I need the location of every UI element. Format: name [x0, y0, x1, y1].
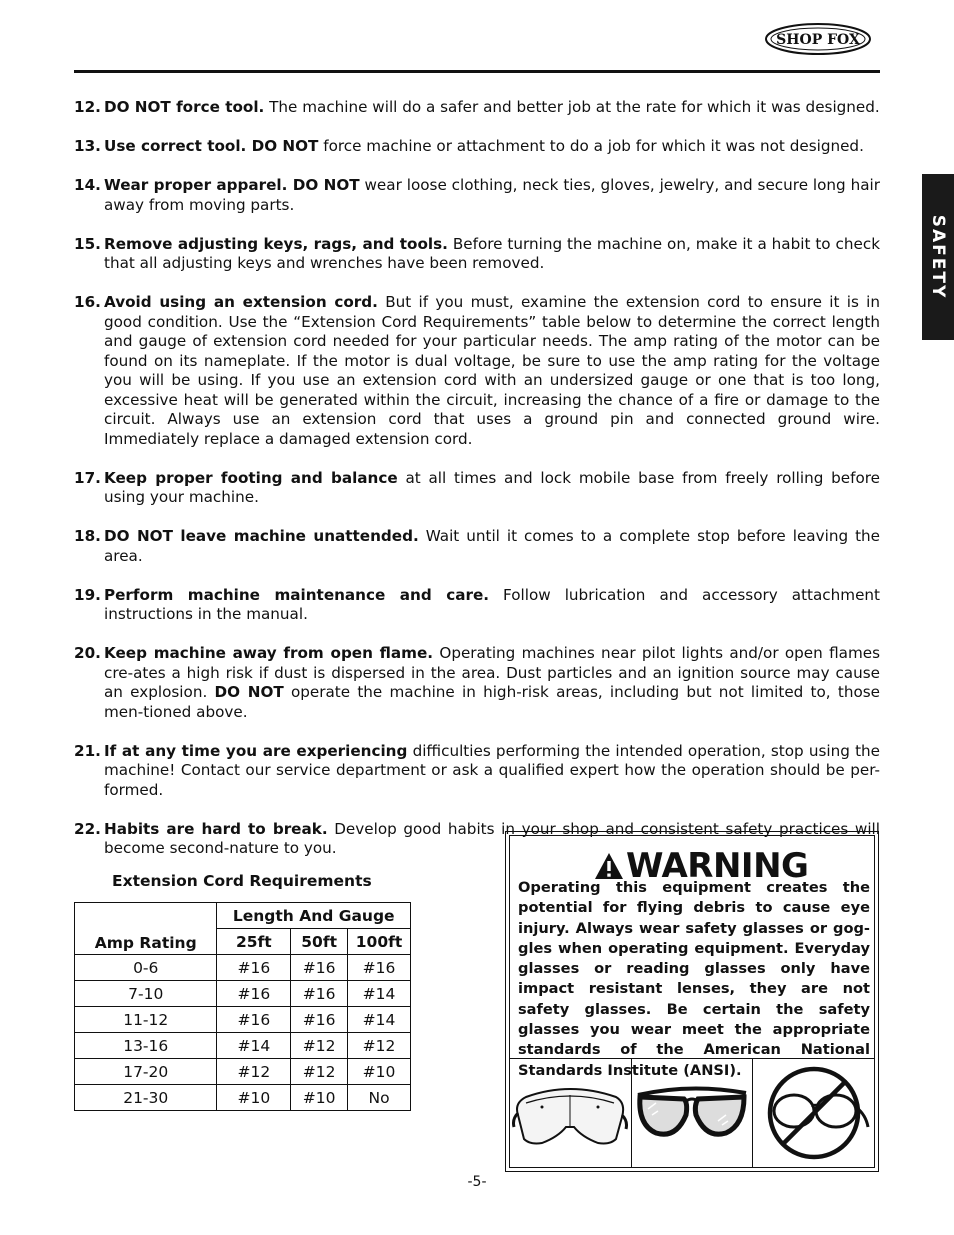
rule-number: 14. [74, 176, 101, 194]
side-tab-label: SAFETY [928, 214, 948, 300]
table-cell: #12 [217, 1059, 291, 1085]
warning-triangle-icon [594, 851, 624, 881]
safety-rules-list [74, 98, 880, 878]
table-cell: #16 [348, 955, 411, 981]
table-header-row [75, 903, 411, 929]
safety-rule-item [74, 527, 880, 566]
rule-text: Before turning the machine on, make it a habit to check that all adjusting keys and wrenches have been removed. [104, 234, 880, 272]
rule-number: 19. [74, 585, 101, 604]
table-row [75, 1059, 411, 1085]
rule-text: Operating machines near pilot lights and/or open flames cre-ates a high risk if dust is dispersed in the area. Dust particles and an ignition source may cause an explosion. [104, 644, 880, 701]
rule-text: wear loose clothing, neck ties, gloves, jewelry, and secure long hair away from moving parts. [104, 176, 880, 214]
rule-text: at all times and lock mobile base from freely rolling before using your machine. [104, 468, 880, 506]
rule-bold-text: Remove adjusting keys, rags, and tools. [104, 234, 448, 253]
rule-bold-text: Avoid using an extension cord. [104, 293, 378, 311]
safety-rule-item [74, 644, 880, 722]
table-cell: 0-6 [75, 955, 217, 981]
table-cell: #16 [217, 981, 291, 1007]
rule-number: 12. [74, 98, 101, 116]
table-cell: #16 [217, 955, 291, 981]
rule-text: Follow lubrication and accessory attachment instructions in the manual. [104, 585, 880, 623]
safety-rule-item [74, 742, 880, 801]
table-cell: #14 [348, 1007, 411, 1033]
rule-bold-text: If at any time you are experiencing [104, 741, 408, 760]
table-cell: #14 [348, 981, 411, 1007]
eyewear-image-row [510, 1058, 874, 1167]
rule-number: 13. [74, 137, 101, 155]
rule-bold-text: Wear proper apparel. DO NOT [104, 176, 360, 194]
table-cell: 21-30 [75, 1085, 217, 1111]
table-cell: 13-16 [75, 1033, 217, 1059]
table-cell: #10 [291, 1085, 348, 1111]
col-header-50ft: 50ft [291, 929, 348, 955]
safety-rule-item [74, 469, 880, 508]
no-regular-glasses-icon [756, 1065, 872, 1161]
table-cell: #16 [291, 955, 348, 981]
col-header-100ft: 100ft [348, 929, 411, 955]
safety-rule-item [74, 235, 880, 274]
table-cell: 17-20 [75, 1059, 217, 1085]
col-header-25ft: 25ft [217, 929, 291, 955]
table-cell: 11-12 [75, 1007, 217, 1033]
rule-number: 18. [74, 527, 101, 545]
safety-glasses-icon [634, 1073, 750, 1153]
rule-bold-text: DO NOT force tool. [104, 98, 265, 116]
rule-text: difficulties performing the intended operation, stop using the machine! Contact our service department or ask a qualified expert how the operation should be per-formed. [104, 741, 880, 799]
rule-text: But if you must, examine the extension cord to ensure it is in good condition. Use the “Extension Cord Requirements” table below to determine the correct length and gauge of extension cord needed for your particular needs. The amp rating of the motor can be found on its nameplate. If the motor is dual voltage, be sure to use the amp rating for the voltage you will be using. If you use an extension cord with an undersized gauge or one that is too long, excessive heat will be generated within the circuit, increasing the chance of a fire or damage to the circuit. Always use an extension cord that uses a ground pin and connected ground wire. Immediately replace a damaged extension cord. [104, 293, 881, 448]
rule-text: Develop good habits in your shop and consistent safety practices will become second-nature to you. [104, 819, 881, 857]
warning-inner-frame [509, 835, 875, 1168]
rule-bold-text: Keep machine away from open flame. [104, 644, 434, 662]
rule-bold-text: DO NOT [214, 683, 284, 701]
rule-text: force machine or attachment to do a job for which it was not designed. [318, 137, 864, 155]
shop-fox-logo [764, 22, 872, 56]
eyewear-cell [510, 1059, 632, 1167]
safety-rule-item [74, 176, 880, 215]
safety-rule-item [74, 293, 880, 449]
table-row [75, 1085, 411, 1111]
warning-text: Operating this equipment creates the potential for flying debris to cause eye injury. Always wear safety glasses or gog-gles when operating equipment. Everyday glasses or reading glasses only have impact resistant lenses, they are not safety glasses. Be certain the safety glasses you wear meet the appropriate standards of the American National Standards Institute (ANSI). [518, 879, 870, 1079]
eyewear-cell [753, 1059, 874, 1167]
table-cell: #16 [291, 1007, 348, 1033]
table-cell: 7-10 [75, 981, 217, 1007]
rule-bold-text: Keep proper footing and balance [104, 468, 398, 487]
header-rule [74, 70, 880, 73]
page-number: -5- [467, 1174, 487, 1190]
warning-box [505, 831, 879, 1172]
safety-rule-item [74, 586, 880, 625]
table-cell: #10 [348, 1059, 411, 1085]
table-row [75, 1007, 411, 1033]
table-row [75, 981, 411, 1007]
extension-cord-title: Extension Cord Requirements [112, 872, 372, 890]
rule-text: Wait until it comes to a complete stop before leaving the area. [104, 527, 880, 565]
table-row [75, 1033, 411, 1059]
table-cell: #12 [348, 1033, 411, 1059]
rule-number: 22. [74, 819, 101, 838]
rule-number: 21. [74, 741, 101, 760]
table-cell: #12 [291, 1033, 348, 1059]
table-row [75, 955, 411, 981]
rule-bold-text: Use correct tool. DO NOT [104, 137, 319, 155]
table-cell: #16 [217, 1007, 291, 1033]
rule-bold-text: Habits are hard to break. [104, 819, 328, 838]
safety-rule-item [74, 98, 880, 118]
table-cell: #16 [291, 981, 348, 1007]
table-cell: #12 [291, 1059, 348, 1085]
rule-number: 15. [74, 234, 101, 253]
warning-title: WARNING [626, 846, 809, 886]
rule-bold-text: Perform machine maintenance and care. [104, 585, 490, 604]
rule-text: The machine will do a safer and better job at the rate for which it was designed. [264, 98, 880, 116]
side-tab-safety [922, 174, 954, 340]
length-gauge-header: Length And Gauge [217, 903, 411, 929]
rule-number: 17. [74, 468, 101, 487]
table-cell: #10 [217, 1085, 291, 1111]
rule-number: 20. [74, 644, 101, 662]
extension-cord-table [74, 902, 411, 1111]
table-cell: #14 [217, 1033, 291, 1059]
table-cell: No [348, 1085, 411, 1111]
eyewear-cell [632, 1059, 754, 1167]
rule-number: 16. [74, 293, 101, 311]
rule-bold-text: DO NOT leave machine unattended. [104, 527, 419, 545]
logo-text: SHOP FOX [776, 32, 860, 48]
rule-text: operate the machine in high-risk areas, including but not limited to, those men-tioned above. [104, 683, 880, 721]
amp-rating-header: Amp Rating [75, 903, 217, 955]
safety-rule-item [74, 137, 880, 157]
safety-goggles-icon [512, 1073, 628, 1153]
